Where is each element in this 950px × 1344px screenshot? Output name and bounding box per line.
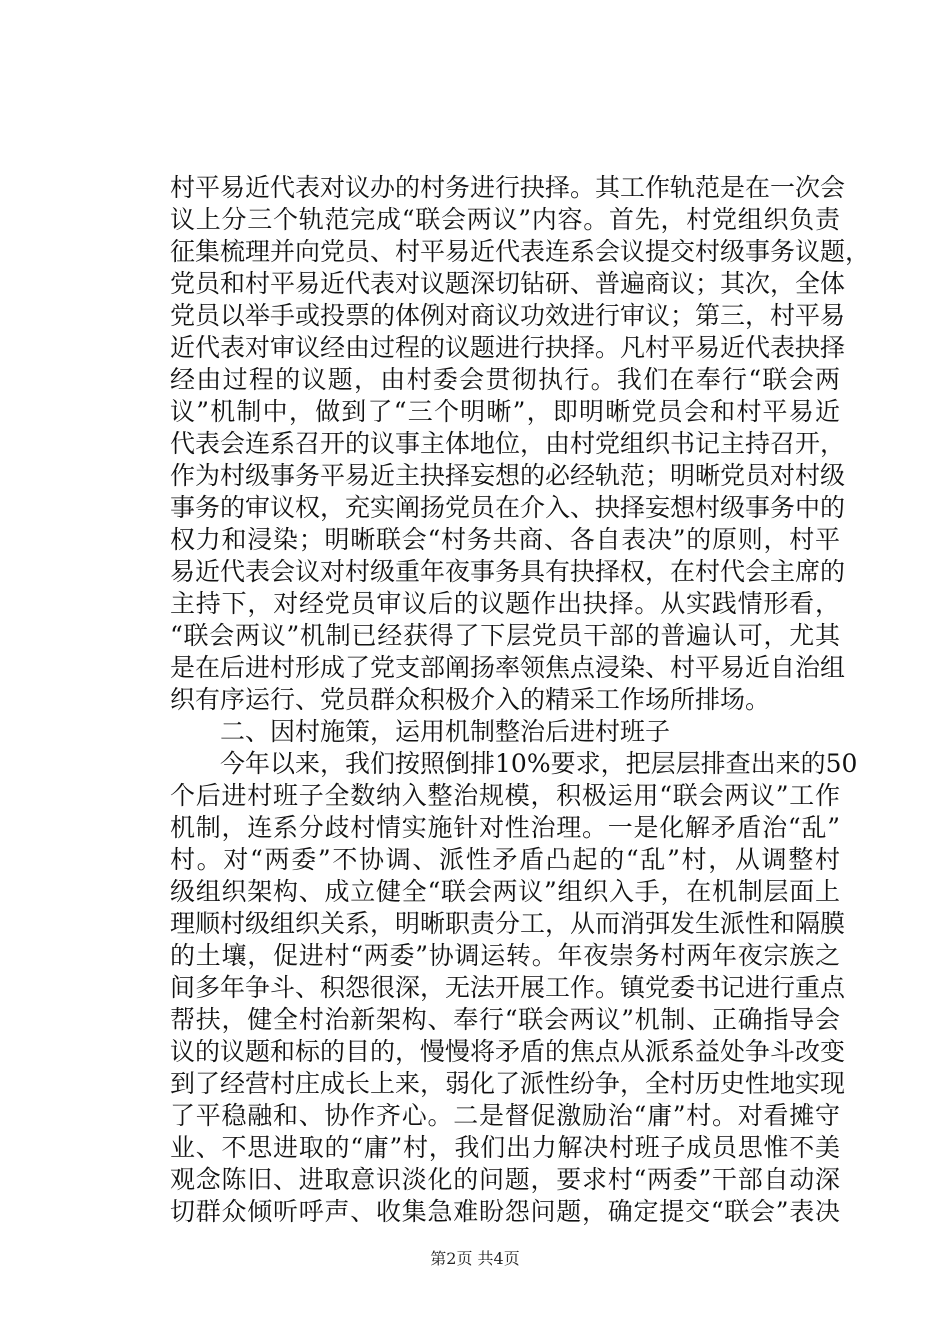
text-line: 作为村级事务平易近主抉择妄想的必经轨范；明晰党员对村级 <box>170 461 846 490</box>
text-line: 级组织架构、成立健全“联会两议”组织入手，在机制层面上 <box>170 877 840 906</box>
text-line: 事务的审议权，充实阐扬党员在介入、抉择妄想村级事务中的 <box>170 493 846 522</box>
text-line: 党员和村平易近代表对议题深切钻研、普遍商议；其次，全体 <box>170 269 846 298</box>
text-line: 征集梳理并向党员、村平易近代表连系会议提交村级事务议题， <box>170 237 871 266</box>
text-line: 帮扶，健全村治新架构、奉行“联会两议”机制、正确指导会 <box>170 1005 840 1034</box>
text-line: 了平稳融和、协作齐心。二是督促激励治“庸”村。对看摊守 <box>170 1101 840 1130</box>
text-line: 村平易近代表对议办的村务进行抉择。其工作轨范是在一次会 <box>170 173 846 202</box>
text-line: 是在后进村形成了党支部阐扬率领焦点浸染、村平易近自治组 <box>170 653 846 682</box>
text-line: 议”机制中，做到了“三个明晰”，即明晰党员会和村平易近 <box>170 397 840 426</box>
text-line: 织有序运行、党员群众积极介入的精采工作场所排场。 <box>170 685 771 714</box>
text-line: 权力和浸染；明晰联会“村务共商、各自表决”的原则，村平 <box>170 525 840 554</box>
text-line: “联会两议”机制已经获得了下层党员干部的普遍认可，尤其 <box>170 621 840 650</box>
text-line: 到了经营村庄成长上来，弱化了派性纷争，全村历史性地实现 <box>170 1069 846 1098</box>
body-text <box>170 172 871 1228</box>
text-line: 近代表对审议经由过程的议题进行抉择。凡村平易近代表抉择 <box>170 333 846 362</box>
text-line: 的土壤，促进村“两委”协调运转。年夜崇务村两年夜宗族之 <box>170 941 840 970</box>
page-number: 第2页 共4页 <box>430 1249 520 1268</box>
text-line: 业、不思进取的“庸”村，我们出力解决村班子成员思惟不美 <box>170 1133 840 1162</box>
text-line: 党员以举手或投票的体例对商议功效进行审议；第三，村平易 <box>170 301 846 330</box>
text-line: 理顺村级组织关系，明晰职责分工，从而消弭发生派性和隔膜 <box>170 909 846 938</box>
text-line: 观念陈旧、进取意识淡化的问题，要求村“两委”干部自动深 <box>170 1165 840 1194</box>
section-heading: 二、因村施策，运用机制整治后进村班子 <box>220 717 671 746</box>
text-line: 议的议题和标的目的，慢慢将矛盾的焦点从派系益处争斗改变 <box>170 1037 846 1066</box>
text-line: 主持下，对经党员审议后的议题作出抉择。从实践情形看， <box>170 589 840 618</box>
text-line: 间多年争斗、积怨很深，无法开展工作。镇党委书记进行重点 <box>170 973 846 1002</box>
text-line: 村。对“两委”不协调、派性矛盾凸起的“乱”村，从调整村 <box>170 845 840 874</box>
text-line: 机制，连系分歧村情实施针对性治理。一是化解矛盾治“乱” <box>170 813 840 842</box>
text-line: 议上分三个轨范完成“联会两议”内容。首先，村党组织负责 <box>170 205 840 234</box>
page-footer <box>0 1246 950 1269</box>
text-line: 切群众倾听呼声、收集急难盼怨问题，确定提交“联会”表决 <box>170 1197 840 1226</box>
text-line: 代表会连系召开的议事主体地位，由村党组织书记主持召开， <box>170 429 846 458</box>
text-line: 个后进村班子全数纳入整治规模，积极运用“联会两议”工作 <box>170 781 840 810</box>
text-line: 易近代表会议对村级重年夜事务具有抉择权，在村代会主席的 <box>170 557 846 586</box>
text-line: 今年以来，我们按照倒排10%要求，把层层排查出来的50 <box>220 749 858 778</box>
text-line: 经由过程的议题，由村委会贯彻执行。我们在奉行“联会两 <box>170 365 840 394</box>
